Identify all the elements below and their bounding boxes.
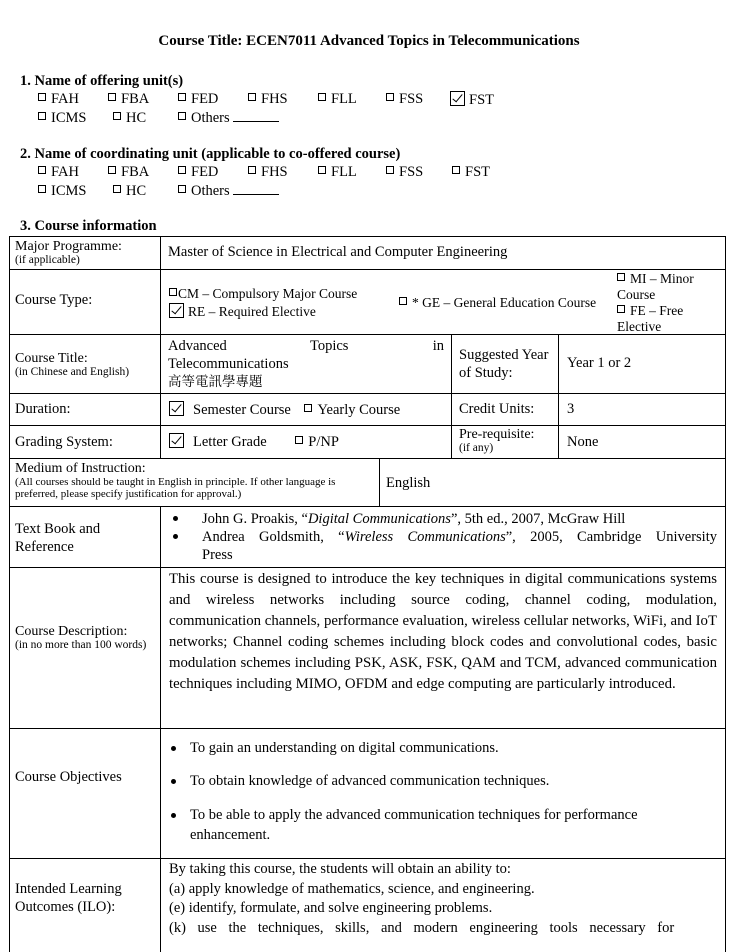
course-type-mi-option[interactable]: MI – Minor Course <box>617 271 694 302</box>
offering-unit-options <box>38 91 678 129</box>
major-programme-value: Master of Science in Electrical and Computer Engineering <box>160 236 726 270</box>
major-programme-label: Major Programme: <box>15 239 122 254</box>
coord-fll-option[interactable]: FLL <box>318 164 357 181</box>
checkbox-icon[interactable] <box>178 185 186 193</box>
checkbox-icon[interactable] <box>178 93 186 101</box>
course-type-label: Course Type: <box>9 269 161 335</box>
prerequisite-label: Pre-requisite: <box>459 427 535 442</box>
description-value: This course is designed to introduce the key techniques in digital communications systems and wireless networks including source coding, channel coding, modulation, communication channels, performance evaluation, wireless cellular networks, WiFi, and IoT networks; Channel coding schemes including block codes and convolutional codes, basic modulation schemes including PSK, ASK, FSK, QAM and TCM, advanced communication techniques including MIMO, OFDM and edge computing are particularly introduced. <box>160 567 726 729</box>
objectives-label: Course Objectives <box>9 728 161 859</box>
coord-icms-option[interactable]: ICMS <box>38 183 86 200</box>
coordinating-unit-options <box>38 164 678 202</box>
checkbox-icon[interactable] <box>617 305 625 313</box>
course-title-note: (in Chinese and English) <box>15 366 130 378</box>
checkbox-checked-icon[interactable] <box>169 401 184 416</box>
grading-cell <box>160 425 452 459</box>
coord-fba-option[interactable]: FBA <box>108 164 149 181</box>
course-type-re-option[interactable]: RE – Required Elective <box>169 303 316 320</box>
offering-fba-option[interactable]: FBA <box>108 91 149 108</box>
ilo-item: (a) apply knowledge of mathematics, science, and engineering. <box>169 880 535 897</box>
objective-item: To be able to apply the advanced communication techniques for performance enhancement. <box>169 805 717 845</box>
checkbox-icon[interactable] <box>38 112 46 120</box>
checkbox-icon[interactable] <box>318 166 326 174</box>
checkbox-icon[interactable] <box>108 93 116 101</box>
coord-fss-option[interactable]: FSS <box>386 164 423 181</box>
checkbox-icon[interactable] <box>399 297 407 305</box>
checkbox-icon[interactable] <box>295 436 303 444</box>
medium-note: (All courses should be taught in English in principle. If other language is preferred, please specify justification for approval.) <box>15 476 336 500</box>
checkbox-icon[interactable] <box>178 112 186 120</box>
duration-label: Duration: <box>9 393 161 426</box>
checkbox-icon[interactable] <box>113 112 121 120</box>
major-programme-label-cell <box>9 236 161 270</box>
offering-fss-option[interactable]: FSS <box>386 91 423 108</box>
medium-label: Medium of Instruction: <box>15 461 146 476</box>
bullet-icon <box>173 534 178 539</box>
year-of-study-label: Suggested Year of Study: <box>451 334 559 394</box>
bullet-icon <box>171 813 176 818</box>
course-title-label: Course Title: <box>15 351 88 366</box>
ilo-cell <box>160 858 726 952</box>
checkbox-icon[interactable] <box>248 93 256 101</box>
prerequisite-label-cell <box>451 425 559 459</box>
checkbox-icon[interactable] <box>452 166 460 174</box>
section-course-info-heading: 3. Course information <box>20 218 157 234</box>
medium-label-cell <box>9 458 380 507</box>
ilo-item: (e) identify, formulate, and solve engineering problems. <box>169 900 493 916</box>
offering-others-option[interactable]: Others <box>178 110 279 127</box>
checkbox-icon[interactable] <box>113 185 121 193</box>
offering-hc-option[interactable]: HC <box>113 110 146 127</box>
course-title-chinese: 高等電訊學專題 <box>168 374 263 390</box>
others-blank-line[interactable] <box>233 194 279 195</box>
ilo-item: (k) use the techniques, skills, and modern engineering tools necessary for <box>169 919 675 936</box>
checkbox-icon[interactable] <box>248 166 256 174</box>
grading-letter-option[interactable]: Letter Grade <box>169 434 267 450</box>
duration-semester-option[interactable]: Semester Course <box>169 402 291 418</box>
offering-fed-option[interactable]: FED <box>178 91 218 108</box>
course-title-word: in <box>432 338 444 354</box>
duration-cell <box>160 393 452 426</box>
major-programme-note: (if applicable) <box>15 254 80 266</box>
checkbox-checked-icon[interactable] <box>169 303 184 318</box>
coord-others-option[interactable]: Others <box>178 183 279 200</box>
duration-yearly-option[interactable]: Yearly Course <box>304 402 400 418</box>
description-label-cell <box>9 567 161 729</box>
checkbox-icon[interactable] <box>617 273 625 281</box>
coord-fhs-option[interactable]: FHS <box>248 164 288 181</box>
credit-units-value: 3 <box>558 393 726 426</box>
textbook-cell <box>160 506 726 568</box>
medium-value: English <box>379 458 726 507</box>
offering-fst-option[interactable]: FST <box>450 91 494 109</box>
offering-fhs-option[interactable]: FHS <box>248 91 288 108</box>
checkbox-icon[interactable] <box>178 166 186 174</box>
grading-pnp-option[interactable]: P/NP <box>295 434 339 450</box>
checkbox-icon[interactable] <box>38 185 46 193</box>
course-title-word: Topics <box>310 338 349 354</box>
prerequisite-note: (if any) <box>459 442 494 454</box>
description-label: Course Description: <box>15 624 128 639</box>
offering-fll-option[interactable]: FLL <box>318 91 357 108</box>
offering-fah-option[interactable]: FAH <box>38 91 79 108</box>
checkbox-icon[interactable] <box>38 166 46 174</box>
reference-item: Andrea Goldsmith, “Wireless Communications”, 2005, Cambridge University Press <box>169 528 717 564</box>
document-title: Course Title: ECEN7011 Advanced Topics in Telecommunications <box>158 33 580 49</box>
checkbox-icon[interactable] <box>386 166 394 174</box>
course-title-word: Advanced <box>168 338 227 354</box>
section-offering-unit-heading: 1. Name of offering unit(s) <box>20 73 184 89</box>
checkbox-checked-icon[interactable] <box>450 91 465 106</box>
objective-item: To gain an understanding on digital communications. <box>169 738 717 758</box>
prerequisite-value: None <box>558 425 726 459</box>
objectives-cell <box>160 728 726 859</box>
course-type-ge-option[interactable]: * GE – General Education Course <box>399 295 596 311</box>
checkbox-icon[interactable] <box>38 93 46 101</box>
offering-icms-option[interactable]: ICMS <box>38 110 86 127</box>
checkbox-icon[interactable] <box>386 93 394 101</box>
course-title-value-cell <box>160 334 452 394</box>
bullet-icon <box>171 746 176 751</box>
grading-label: Grading System: <box>9 425 161 459</box>
checkbox-checked-icon[interactable] <box>169 433 184 448</box>
coord-fed-option[interactable]: FED <box>178 164 218 181</box>
checkbox-icon[interactable] <box>169 288 177 296</box>
others-blank-line[interactable] <box>233 121 279 122</box>
bullet-icon <box>173 516 178 521</box>
checkbox-icon[interactable] <box>108 166 116 174</box>
course-title-label-cell <box>9 334 161 394</box>
ilo-label: Intended Learning Outcomes (ILO): <box>9 858 161 952</box>
course-type-cell <box>160 269 726 335</box>
credit-units-label: Credit Units: <box>451 393 559 426</box>
reference-item: John G. Proakis, “Digital Communications”, 5th ed., 2007, McGraw Hill <box>169 510 717 528</box>
section-coordinating-unit-heading: 2. Name of coordinating unit (applicable to co-offered course) <box>20 146 401 162</box>
year-of-study-value: Year 1 or 2 <box>558 334 726 394</box>
checkbox-icon[interactable] <box>318 93 326 101</box>
ilo-intro: By taking this course, the students will obtain an ability to: <box>169 861 511 877</box>
course-type-cm-option[interactable]: CM – Compulsory Major Course <box>169 286 357 302</box>
coord-hc-option[interactable]: HC <box>113 183 146 200</box>
coord-fst-option[interactable]: FST <box>452 164 490 181</box>
description-note: (in no more than 100 words) <box>15 639 147 651</box>
coord-fah-option[interactable]: FAH <box>38 164 79 181</box>
checkbox-icon[interactable] <box>304 404 312 412</box>
objective-item: To obtain knowledge of advanced communication techniques. <box>169 771 717 791</box>
course-type-fe-option[interactable]: FE – Free Elective <box>617 303 684 334</box>
textbook-label: Text Book and Reference <box>9 506 161 568</box>
bullet-icon <box>171 779 176 784</box>
course-title-word: Telecommunications <box>168 356 289 372</box>
